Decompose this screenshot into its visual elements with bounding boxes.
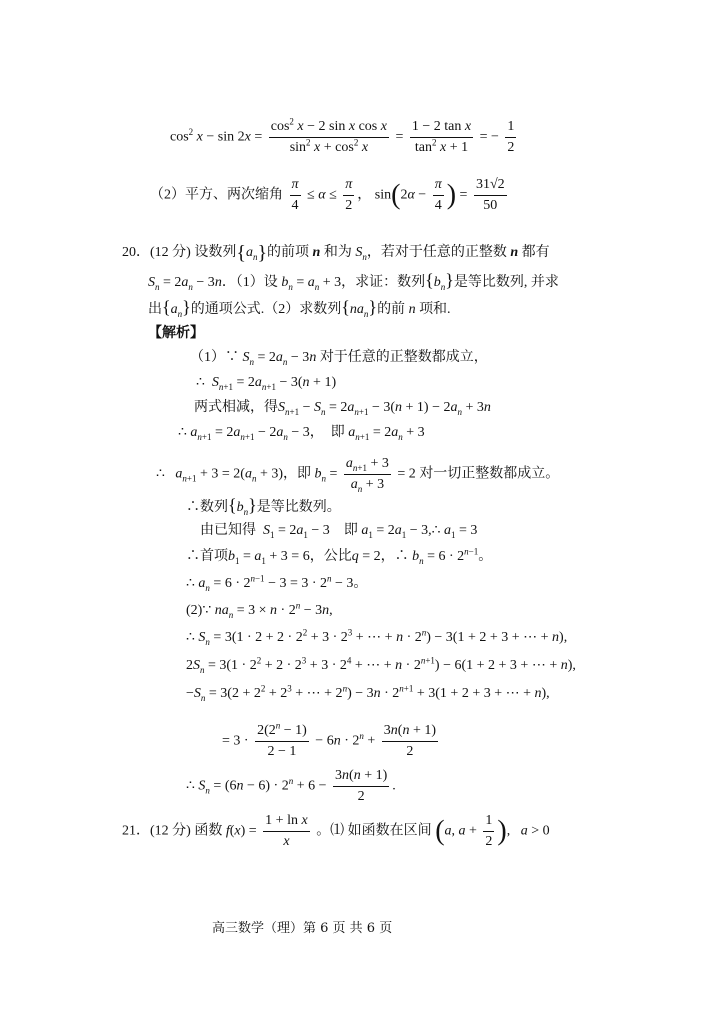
step-9: ∴ $a_n = 6 \cdot 2^{n-1} - 3 = 3 \cdot 2^n - 3$。: [186, 573, 368, 593]
part2-line: （2）平方、两次缩角 $\frac{\pi}{4}$ ≤ α ≤ $\frac{\pi}{2}$ ， sin(2α − $\frac{\pi}{4}$ ) = $\frac{31√2}{50}$: [150, 177, 505, 213]
step-11: ∴ $S_n = 3(1 \cdot 2 + 2 \cdot 2^2 + 3 \cdot 2^3$ + ⋯ + $n \cdot 2^n) - 3(1 + 2 + 3$ + ⋯ + n),: [186, 627, 568, 647]
question-21-line: 21．(12 分) 函数 f(x) = $\frac{\text{1 + ln x}}{x}$ 。⑴ 如函数在区间 (a, a + $\frac{1}{2}$ ), a > 0: [122, 813, 550, 849]
step-14: = 3 · $\frac{2(2^n - 1)}{2 - 1}$ − $6n \cdot 2^n$ + $\frac{3n(n + 1)}{2}$: [222, 720, 437, 759]
step-8: ∴首项$b_1 = a_1 + 3 = 6$，公比q = 2，∴ $b_n = 6 \cdot 2^{n-1}$。: [186, 546, 493, 566]
part2-label: （2）平方、两次缩角: [150, 187, 283, 203]
step-4: ∴ $a_{n+1} = 2a_{n+1} - 2a_n - 3$， 即 $a_{n+1} = 2a_n + 3$: [178, 425, 425, 442]
step-12: $2S_n = 3(1 \cdot 2^2 + 2 \cdot 2^3 + 3 \cdot 2^4$ + ⋯ + $n \cdot 2^{n+1}) - 6(1 + 2 + 3$ + ⋯ + n),: [186, 655, 576, 675]
step-5: ∴ $a_{n+1} + 3 = 2(a_n + 3)$，即 $b_n$ = $\frac{a_{n+1} + 3}{a_n + 3}$ = 2 对一切正整数都成立。: [156, 456, 560, 494]
question-20-line3: 出$\{a_n\}$的通项公式.（2）求数列$\{na_n\}$的前 n 项和.: [148, 297, 451, 319]
step-10: (2)∵ $na_n = 3 \times n \cdot 2^n - 3n$,: [186, 600, 333, 620]
page-footer: [212, 917, 392, 936]
step-1: （1）∵ $S_n = 2a_n - 3n$ 对于任意的正整数都成立，: [190, 350, 488, 367]
step-7: 由已知得 $S_1 = 2a_1 - 3$ 即 $a_1 = 2a_1$ − 3,∴ $a_1 = 3$: [200, 523, 478, 540]
question-number: 20．(12 分): [122, 245, 191, 261]
footer-text: 高三数学（理）第 6 页 共 6 页: [212, 921, 393, 936]
step-2: ∴ $S_{n+1} = 2a_{n+1} - 3(n + 1)$: [196, 375, 337, 392]
question-20-line1: 20．(12 分) 设数列$\{a_n\}$的前项 n 和为 $S_n$，若对于任意的正整数 n 都有: [122, 242, 550, 264]
question-20-line2: $S_n = 2a_n - 3n$．（1）设 $b_n = a_n + 3$，求证：数列$\{b_n\}$是等比数列, 并求: [148, 270, 559, 292]
step-6: ∴数列$\{b_n\}$是等比数列。: [186, 495, 341, 517]
equation-cos-sin: $\cos^2 x - \sin 2x$ = $\frac{\cos^2 x - 2 \sin x \cos x}{\sin^2 x + \cos^2 x}$ = $\frac{\text{1 − 2 tan x}}{\tan^2 x + 1}$ = − $\frac{1}{2}$: [170, 116, 515, 155]
jiexi-heading: 【解析】: [148, 325, 204, 341]
step-3: 两式相减，得$S_{n+1} - S_n = 2a_{n+1} - 3(n + 1) - 2a_n + 3n$: [194, 400, 491, 417]
step-13: $-S_n = 3(2 + 2^2 + 2^3$ + ⋯ + $2^n) - 3n \cdot 2^{n+1} + 3(1 + 2 + 3$ + ⋯ + n),: [186, 683, 550, 703]
step-15: ∴ $S_n = (6n - 6) \cdot 2^n + 6$ − $\frac{3n(n + 1)}{2}$ .: [186, 768, 396, 804]
